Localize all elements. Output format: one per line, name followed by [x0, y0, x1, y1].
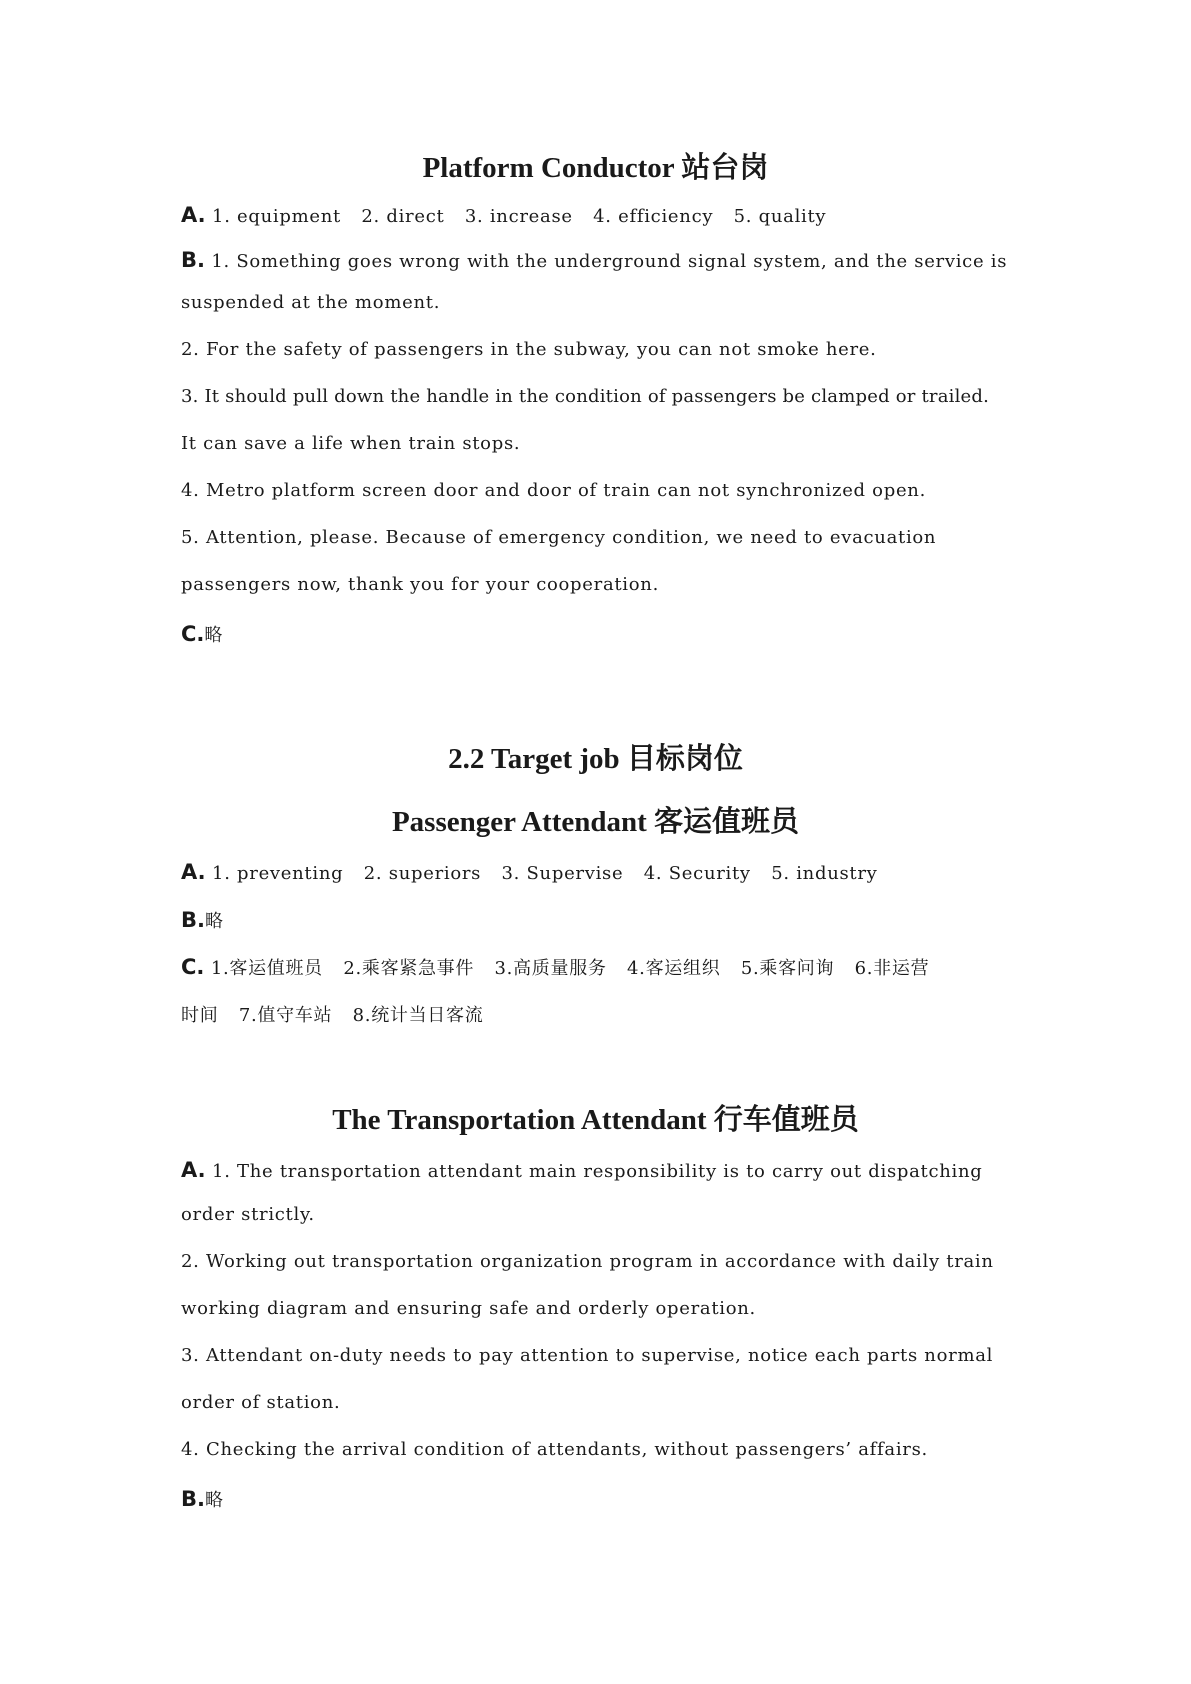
label-b: B. [181, 908, 205, 932]
platform-answer-b2: 2. For the safety of passengers in the subway, you can not smoke here. [181, 339, 877, 360]
passenger-answers-a [181, 860, 878, 884]
answer-text: 略 [204, 911, 224, 932]
answer-text: 略 [204, 625, 224, 646]
label-a: A. [181, 203, 206, 227]
platform-answers-a [181, 203, 826, 227]
section-title-target-job: 2.2 Target job 目标岗位 [448, 743, 743, 775]
answer-word: 3. Supervise [501, 863, 624, 884]
label-a: A. [181, 860, 206, 884]
answer-term: 5.乘客问询 [740, 958, 835, 979]
label-a: A. [181, 1158, 206, 1182]
answer-term: 4.客运组织 [627, 958, 721, 979]
section-title-transportation-attendant: The Transportation Attendant 行车值班员 [332, 1104, 859, 1136]
answer-term: 7.值守车站 [238, 1005, 333, 1026]
label-b: B. [181, 248, 205, 272]
answer-word: 5. industry [771, 863, 878, 884]
transport-answer-a1-line2: order strictly. [181, 1204, 315, 1225]
answer-term: 时间 [181, 1005, 219, 1026]
transport-answer-a4: 4. Checking the arrival condition of attendants, without passengers’ affairs. [181, 1439, 928, 1460]
answer-text: 1. The transportation attendant main responsibility is to carry out dispatching [212, 1161, 983, 1182]
answer-word: 4. Security [643, 863, 751, 884]
answer-word: 4. efficiency [593, 206, 714, 227]
transport-answer-a2-line2: working diagram and ensuring safe and orderly operation. [181, 1298, 756, 1319]
label-c: C. [181, 622, 205, 646]
answer-word: 2. direct [361, 206, 445, 227]
answer-term: 6.非运营 [854, 958, 930, 979]
answer-term: 3.高质量服务 [494, 958, 607, 979]
transport-answer-b [181, 1486, 224, 1512]
transport-answer-a3-line1: 3. Attendant on-duty needs to pay attention to supervise, notice each parts normal [181, 1345, 994, 1366]
answer-text: 略 [204, 1490, 224, 1511]
section-title-passenger-attendant: Passenger Attendant 客运值班员 [391, 806, 800, 838]
passenger-answers-c-line1 [181, 954, 929, 980]
transport-answer-a2-line1: 2. Working out transportation organization program in accordance with daily train [181, 1251, 994, 1272]
platform-answer-b1-line1 [181, 248, 1007, 272]
section-title-platform-conductor: Platform Conductor 站台岗 [422, 152, 769, 184]
platform-answer-b3-line2: It can save a life when train stops. [181, 433, 521, 454]
label-b: B. [181, 1487, 205, 1511]
platform-answer-b5-line1: 5. Attention, please. Because of emergency condition, we need to evacuation [181, 527, 937, 548]
platform-answer-b1-line2: suspended at the moment. [181, 292, 441, 313]
platform-answer-b3-line1: 3. It should pull down the handle in the condition of passengers be clamped or trailed. [181, 386, 990, 407]
platform-answer-b4: 4. Metro platform screen door and door of train can not synchronized open. [181, 480, 927, 501]
answer-term: 2.乘客紧急事件 [343, 958, 475, 979]
label-c: C. [181, 955, 205, 979]
answer-word: 2. superiors [363, 863, 482, 884]
answer-word: 1. preventing [212, 863, 344, 884]
passenger-answers-c-line2 [181, 1001, 483, 1027]
answer-term: 1.客运值班员 [210, 958, 323, 979]
answer-text: 1. Something goes wrong with the underground signal system, and the service is [211, 251, 1008, 272]
passenger-answer-b [181, 907, 224, 933]
answer-term: 8.统计当日客流 [352, 1005, 484, 1026]
transport-answer-a3-line2: order of station. [181, 1392, 341, 1413]
platform-answer-b5-line2: passengers now, thank you for your cooperation. [181, 574, 660, 595]
answer-word: 1. equipment [212, 206, 341, 227]
platform-answer-c [181, 621, 223, 647]
answer-word: 5. quality [733, 206, 827, 227]
transport-answer-a1-line1 [181, 1158, 983, 1182]
answer-word: 3. increase [464, 206, 573, 227]
